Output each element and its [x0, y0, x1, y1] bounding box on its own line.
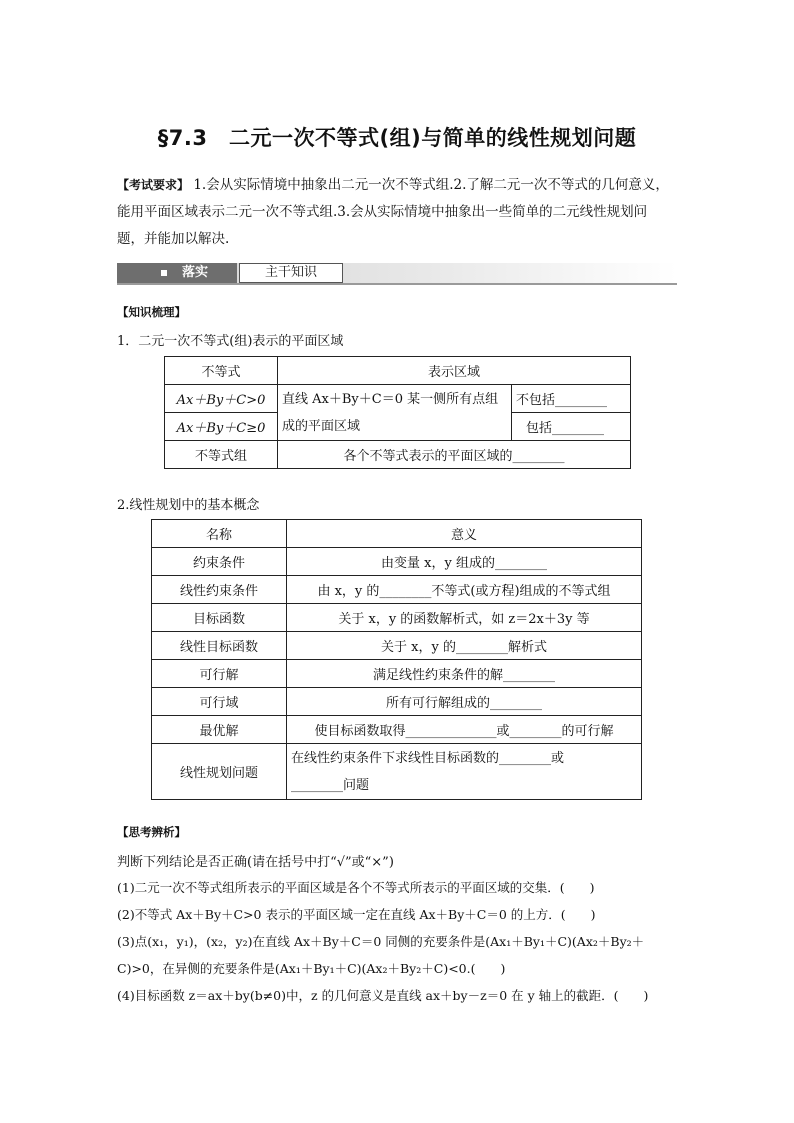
- table-row: [152, 744, 642, 800]
- boundary-note-cell: 包括________: [512, 413, 631, 441]
- thinking-instruction: 判断下列结论是否正确(请在括号中打“√”或“×”): [117, 855, 394, 870]
- table-row: [152, 548, 642, 576]
- table-row: [152, 576, 642, 604]
- banner-dark-tab: [117, 263, 237, 283]
- concept-meaning-cell: 满足线性约束条件的解________: [287, 660, 642, 688]
- concept-name-cell: 约束条件: [152, 548, 287, 576]
- judgment-item-2: (2)不等式 Ax＋By＋C>0 表示的平面区域一定在直线 Ax＋By＋C＝0 的上方．( ): [117, 907, 596, 922]
- section-banner: [117, 263, 677, 285]
- table-row: [152, 688, 642, 716]
- concept-meaning-cell: 关于 x，y 的________解析式: [287, 632, 642, 660]
- concept-meaning-cell: [287, 744, 642, 800]
- boundary-note-cell: 不包括________: [512, 385, 631, 413]
- concept-meaning-cell: 由 x，y 的________不等式(或方程)组成的不等式组: [287, 576, 642, 604]
- concept-name-cell: 目标函数: [152, 604, 287, 632]
- table-row: [152, 520, 642, 548]
- concept-name-cell: 可行域: [152, 688, 287, 716]
- concept-meaning-cell: 由变量 x，y 组成的________: [287, 548, 642, 576]
- concept-meaning-cell: 所有可行解组成的________: [287, 688, 642, 716]
- region-table: [164, 356, 631, 469]
- requirements-tag: 【考试要求】: [117, 178, 190, 192]
- region-desc-cell: 各个不等式表示的平面区域的________: [278, 441, 631, 469]
- header-cell: 不等式: [165, 357, 278, 385]
- region-desc-line-1: 直线 Ax＋By＋C＝0 某一侧所有点组: [282, 391, 499, 407]
- concept-name-cell: 可行解: [152, 660, 287, 688]
- concept-name-cell: 线性规划问题: [152, 744, 287, 800]
- item2-title: 2.线性规划中的基本概念: [117, 498, 260, 513]
- banner-left-label: 落实: [182, 265, 209, 280]
- inequality-cell: Ax＋By＋C>0: [165, 385, 278, 413]
- table-row: [152, 660, 642, 688]
- header-cell: 意义: [287, 520, 642, 548]
- thinking-heading: 【思考辨析】: [117, 825, 186, 839]
- concept-name-cell: 线性约束条件: [152, 576, 287, 604]
- table-row: [152, 632, 642, 660]
- judgment-item-1: (1)二元一次不等式组所表示的平面区域是各个不等式所表示的平面区域的交集．( ): [117, 880, 595, 895]
- requirements-line-1: [117, 172, 679, 199]
- concept-table: [151, 519, 642, 800]
- exam-requirements: [117, 172, 679, 253]
- judgment-item-3-cont: C)>0，在异侧的充要条件是(Ax₁＋By₁＋C)(Ax₂＋By₂＋C)<0.( ): [117, 961, 506, 976]
- inequality-cell: 不等式组: [165, 441, 278, 469]
- region-desc-cell: [278, 385, 512, 441]
- inequality-cell: Ax＋By＋C≥0: [165, 413, 278, 441]
- table-row: [165, 385, 631, 413]
- meaning-line-1: 在线性约束条件下求线性目标函数的________或: [291, 750, 565, 766]
- item1-title: 1．二元一次不等式(组)表示的平面区域: [117, 334, 344, 349]
- concept-meaning-cell: 使目标函数取得______________或________的可行解: [287, 716, 642, 744]
- region-desc-line-2: 成的平面区域: [282, 418, 361, 434]
- knowledge-heading: 【知识梳理】: [117, 305, 186, 319]
- table-row: [152, 716, 642, 744]
- concept-name-cell: 线性目标函数: [152, 632, 287, 660]
- table-row: [165, 441, 631, 469]
- table-row: [165, 357, 631, 385]
- judgment-item-4: (4)目标函数 z＝ax＋by(b≠0)中，z 的几何意义是直线 ax＋by－z＝0 在 y 轴上的截距．( ): [117, 988, 649, 1003]
- meaning-line-2: ________问题: [291, 777, 370, 793]
- banner-right-label: 主干知识: [239, 263, 343, 283]
- requirements-line-2: 能用平面区域表示二元一次不等式组.3.会从实际情境中抽象出一些简单的二元线性规划问: [117, 204, 648, 220]
- section-title: §7.3 二元一次不等式(组)与简单的线性规划问题: [157, 126, 637, 150]
- requirements-text-1: 1.会从实际情境中抽象出二元一次不等式组.2.了解二元一次不等式的几何意义，: [193, 177, 669, 193]
- judgment-item-3: (3)点(x₁，y₁)，(x₂，y₂)在直线 Ax＋By＋C＝0 同侧的充要条件是(Ax₁＋By₁＋C)(Ax₂＋By₂＋: [117, 934, 645, 949]
- square-bullet-icon: [161, 270, 167, 276]
- concept-name-cell: 最优解: [152, 716, 287, 744]
- table-row: [152, 604, 642, 632]
- concept-meaning-cell: 关于 x，y 的函数解析式，如 z＝2x＋3y 等: [287, 604, 642, 632]
- header-cell: 名称: [152, 520, 287, 548]
- requirements-line-3: 题，并能加以解决.: [117, 231, 230, 247]
- header-cell: 表示区域: [278, 357, 631, 385]
